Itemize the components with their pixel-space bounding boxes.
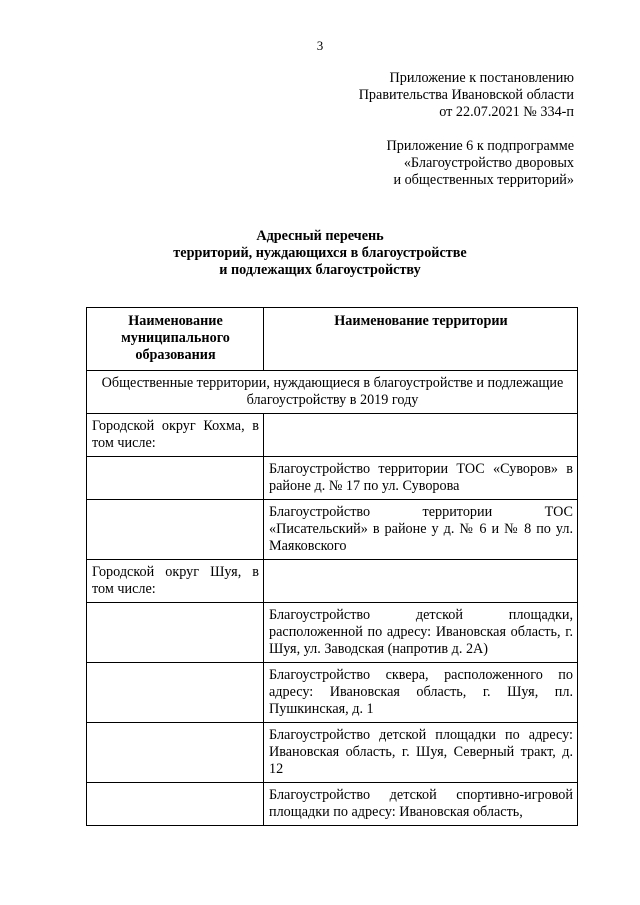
territory-cell: Благоустройство детской спортивно-игровой площадки по адресу: Ивановская область, — [264, 783, 578, 826]
appendix-sub-block — [386, 138, 574, 189]
table-row — [87, 500, 578, 560]
appendix-sub-line: Приложение 6 к подпрограмме — [386, 138, 574, 154]
appendix-main-line: Правительства Ивановской области — [358, 87, 574, 103]
document-title — [0, 228, 640, 279]
territory-cell: Благоустройство детской площадки по адресу: Ивановская область, г. Шуя, Северный тракт, д. 12 — [264, 723, 578, 783]
address-table — [86, 307, 578, 826]
table-row — [87, 560, 578, 603]
table-row — [87, 457, 578, 500]
territory-cell — [264, 560, 578, 603]
municipality-cell — [87, 723, 264, 783]
section-row — [87, 371, 578, 414]
municipality-cell — [87, 663, 264, 723]
title-line: и подлежащих благоустройству — [219, 262, 421, 278]
municipality-cell: Городской округ Кохма, в том числе: — [87, 414, 264, 457]
municipality-cell — [87, 457, 264, 500]
territory-cell: Благоустройство сквера, расположенного по адресу: Ивановская область, г. Шуя, пл. Пушкинская, д. 1 — [264, 663, 578, 723]
header-municipality: Наименование муниципального образования — [87, 308, 264, 371]
territory-cell: Благоустройство детской площадки, расположенной по адресу: Ивановская область, г. Шуя, ул. Заводская (напротив д. 2А) — [264, 603, 578, 663]
title-line: территорий, нуждающихся в благоустройстве — [173, 245, 467, 261]
appendix-sub-line: «Благоустройство дворовых — [403, 155, 574, 171]
municipality-cell — [87, 603, 264, 663]
table-row — [87, 414, 578, 457]
municipality-cell — [87, 783, 264, 826]
table-row — [87, 783, 578, 826]
table-header-row — [87, 308, 578, 371]
appendix-main-line: от 22.07.2021 № 334-п — [439, 104, 574, 120]
page-number: 3 — [316, 38, 324, 53]
title-line: Адресный перечень — [256, 228, 384, 244]
header-territory: Наименование территории — [264, 308, 578, 371]
table-row — [87, 603, 578, 663]
appendix-sub-line: и общественных территорий» — [393, 172, 574, 188]
table-row — [87, 723, 578, 783]
table-row — [87, 663, 578, 723]
municipality-cell: Городской округ Шуя, в том числе: — [87, 560, 264, 603]
territory-cell: Благоустройство территории ТОС «Писательский» в районе у д. № 6 и № 8 по ул. Маяковского — [264, 500, 578, 560]
section-title: Общественные территории, нуждающиеся в благоустройстве и подлежащие благоустройству в 2019 году — [87, 371, 578, 414]
territory-cell — [264, 414, 578, 457]
territory-cell: Благоустройство территории ТОС «Суворов» в районе д. № 17 по ул. Суворова — [264, 457, 578, 500]
appendix-main-block — [359, 70, 574, 121]
municipality-cell — [87, 500, 264, 560]
appendix-main-line: Приложение к постановлению — [389, 70, 574, 86]
